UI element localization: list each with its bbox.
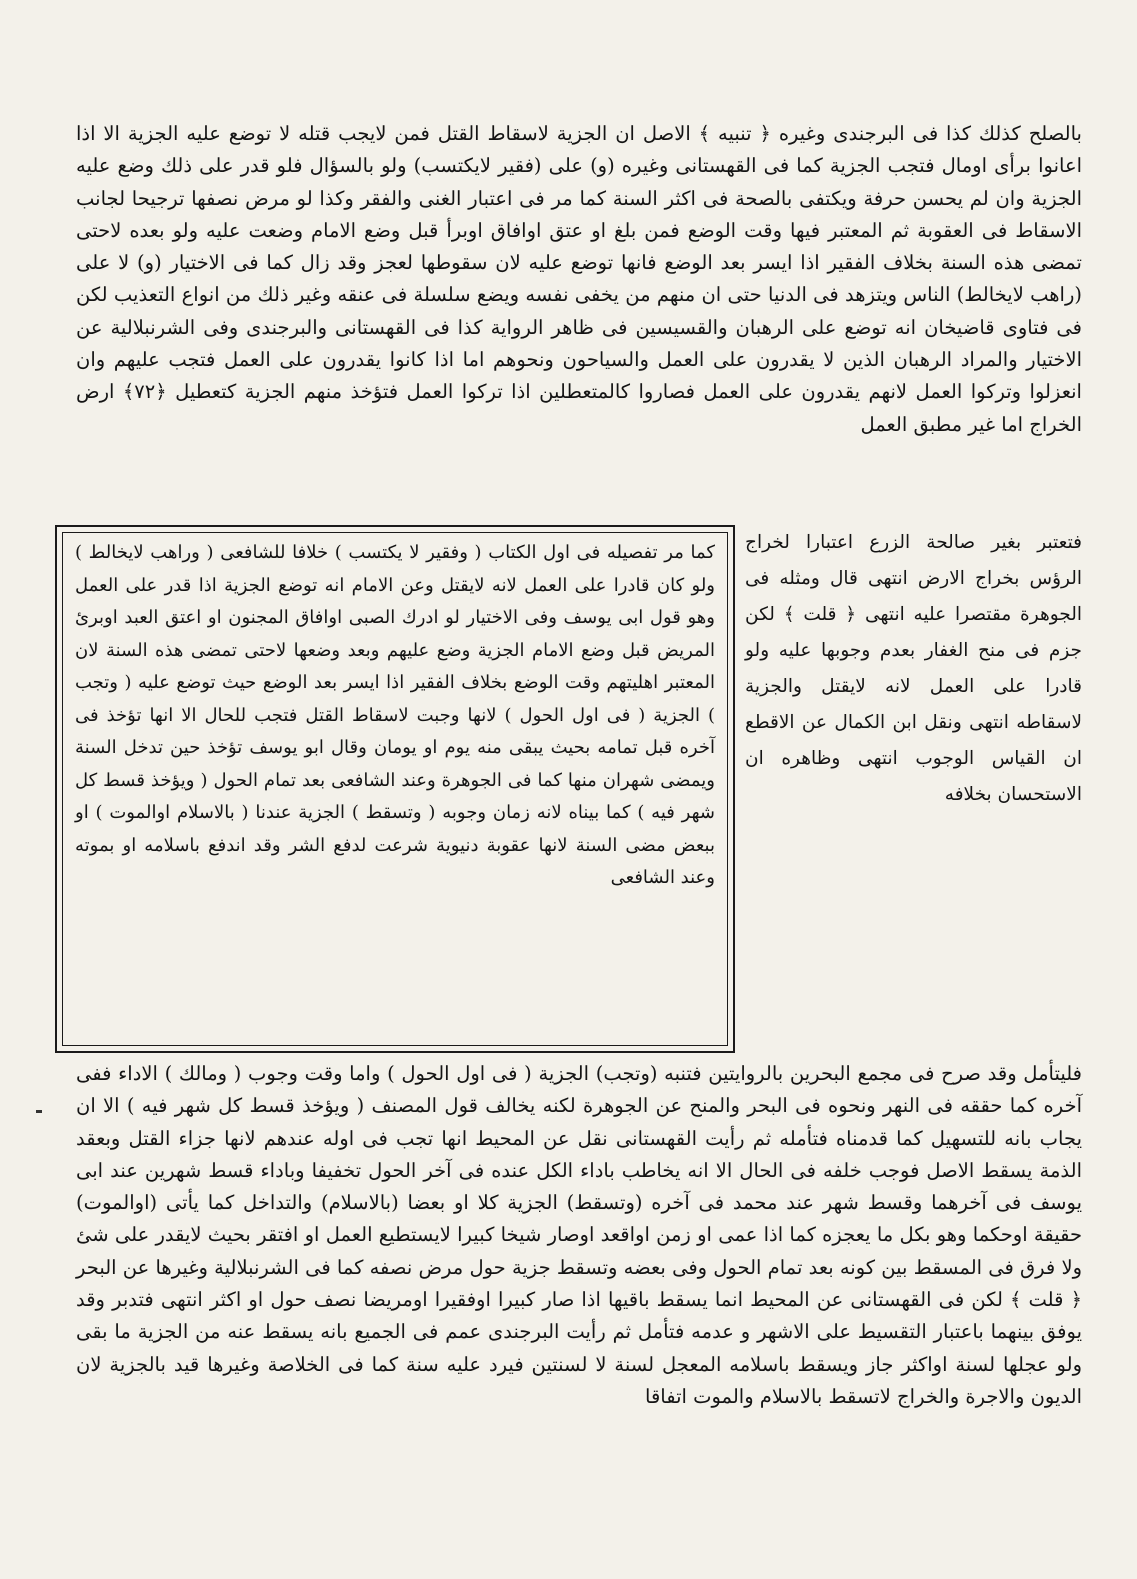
main-text-top: بالصلح كذلك كذا فى البرجندى وغيره ﴿ تنبيه ﴾ الاصل ان الجزية لاسقاط القتل فمن لايجب قتله لا توضع عليه الجزية الا اذا اعانوا برأى اومال فتجب الجزية كما فى القهستانى وغيره (و) على (فقير لايكتسب) ولو بالسؤال فلو قدر على ذلك وضع عليه الجزية وان لم يحسن حرفة ويكتفى بالصحة فى اكثر السنة كما مر فى اعتبار الغنى والفقر وكذا لو مرض نصفها ترجيحا لجانب الاسقاط فى العقوبة ثم المعتبر فيها وقت الوضع فمن بلغ او عتق اوافاق اوبرأ قبل وضع الامام وضعت عليه ولو بعده لاحتى تمضى هذه السنة بخلاف الفقير اذا ايسر بعد الوضع فانها توضع عليه لان سقوطها لعجز وقد زال كما فى الاختيار (و) لا على (راهب لايخالط) الناس ويتزهد فى الدنيا حتى ان منهم من يخفى نفسه ويضع سلسلة فى عنقه وغير ذلك من انواع التعذيب لكن فى فتاوى قاضيخان انه توضع على الرهبان والقسيسين فى ظاهر الرواية كذا فى القهستانى والبرجندى وفى الشرنبلالية عن الاختيار والمراد الرهبان الذين لا يقدرون على العمل والسياحون ونحوهم اما اذا كانوا يقدرون على العمل فتجب عليهم وان انعزلوا وتركوا العمل لانهم يقدرون على العمل فصاروا كالمتعطلين اذا تركوا العمل فتؤخذ منهم الجزية كتعطيل ﴿٧٢﴾ ارض الخراج اما غير مطبق العمل [76, 122, 1082, 436]
side-column-text: فتعتبر بغير صالحة الزرع اعتبارا لخراج الرؤس بخراج الارض انتهى قال ومثله فى الجوهرة مقتصرا عليه انتهى ﴿ قلت ﴾ لكن جزم فى منح الغفار بعدم وجوبها عليه ولو قادرا على العمل لانه لايقتل والجزية لاسقاطه انتهى ونقل ابن الكمال عن الاقطع ان القياس الوجوب انتهى وظاهره ان الاستحسان بخلافه [745, 532, 1082, 805]
margin-mark [36, 1110, 42, 1113]
main-text-bottom: فليتأمل وقد صرح فى مجمع البحرين بالروايتين فتنبه (وتجب) الجزية ( فى اول الحول ) واما وقت وجوب ( ومالك ) الاداء ففى آخره كما حققه فى النهر ونحوه فى البحر والمنح عن الجوهرة لكنه يخالف قول المصنف ( ويؤخذ قسط كل شهر فيه ) الا ان يجاب بانه للتسهيل كما قدمناه فتأمله ثم رأيت القهستانى نقل عن المحيط انها تجب فى اوله عندهم لانها جزاء القتل وبعقد الذمة يسقط الاصل فوجب خلفه فى الحال الا انه يخاطب باداء الكل عنده فى آخر الحول تخفيفا وباداء قسط شهرين عند ابى يوسف فى آخرهما وقسط شهر عند محمد فى آخره (وتسقط) الجزية كلا او بعضا (بالاسلام) والتداخل كما يأتى (اوالموت) حقيقة اوحكما وهو بكل ما يعجزه كما اذا عمى او زمن اواقعد اوصار شيخا كبيرا لايستطيع العمل او افتقر بحيث لايقدر على شئ ولا فرق فى المسقط بين كونه بعد تمام الحول وفى بعضه وتسقط جزية حول مرض نصفه كما فى الشرنبلالية وغيرها عن البحر ﴿ قلت ﴾ لكن فى القهستانى عن المحيط انما يسقط باقيها اذا صار كبيرا اوفقيرا اومريضا نصف حول او اكثر انتهى فتدبر وقد يوفق بينهما باعتبار التقسيط على الاشهر و عدمه فتأمل ثم رأيت البرجندى عمم فى الجميع بانه يسقط عنه من الجزية ما بقى ولو عجلها لسنة اواكثر جاز ويسقط باسلامه المعجل لسنة لا لسنتين فيرد عليه سنة كما فى الخلاصة وغيرها قيد بالجزية لان الديون والاجرة والخراج لاتسقط بالاسلام والموت اتفاقا [76, 1062, 1082, 1408]
commentary-box [55, 525, 735, 1053]
commentary-box-text: كما مر تفصيله فى اول الكتاب ( وفقير لا يكتسب ) خلافا للشافعى ( وراهب لايخالط ) ولو كان قادرا على العمل لانه لايقتل وعن الامام انه توضع الجزية اذا قدر على العمل وهو قول ابى يوسف وفى الاختيار لو ادرك الصبى اوافاق المجنون او اعتق العبد اوبرئ المريض قبل وضع الامام الجزية وضع عليهم وبعد وضعها لاحتى تمضى هذه السنة لان المعتبر اهليتهم وقت الوضع بخلاف الفقير اذا ايسر بعد الوضع حيث توضع عليه ( وتجب ) الجزية ( فى اول الحول ) لانها وجبت لاسقاط القتل فتجب للحال الا انها تؤخذ فى آخره قبل تمامه بحيث يبقى منه يوم او يومان وقال ابو يوسف تؤخذ حين تدخل السنة ويمضى شهران منها كما فى الجوهرة وعند الشافعى بعد تمام الحول ( ويؤخذ قسط كل شهر فيه ) كما بيناه لانه زمان وجوبه ( وتسقط ) الجزية عندنا ( بالاسلام اوالموت ) او ببعض مضى السنة لانها عقوبة دنيوية شرعت لدفع الشر وقد اندفع باسلامه او بموته وعند الشافعى [62, 532, 728, 1046]
